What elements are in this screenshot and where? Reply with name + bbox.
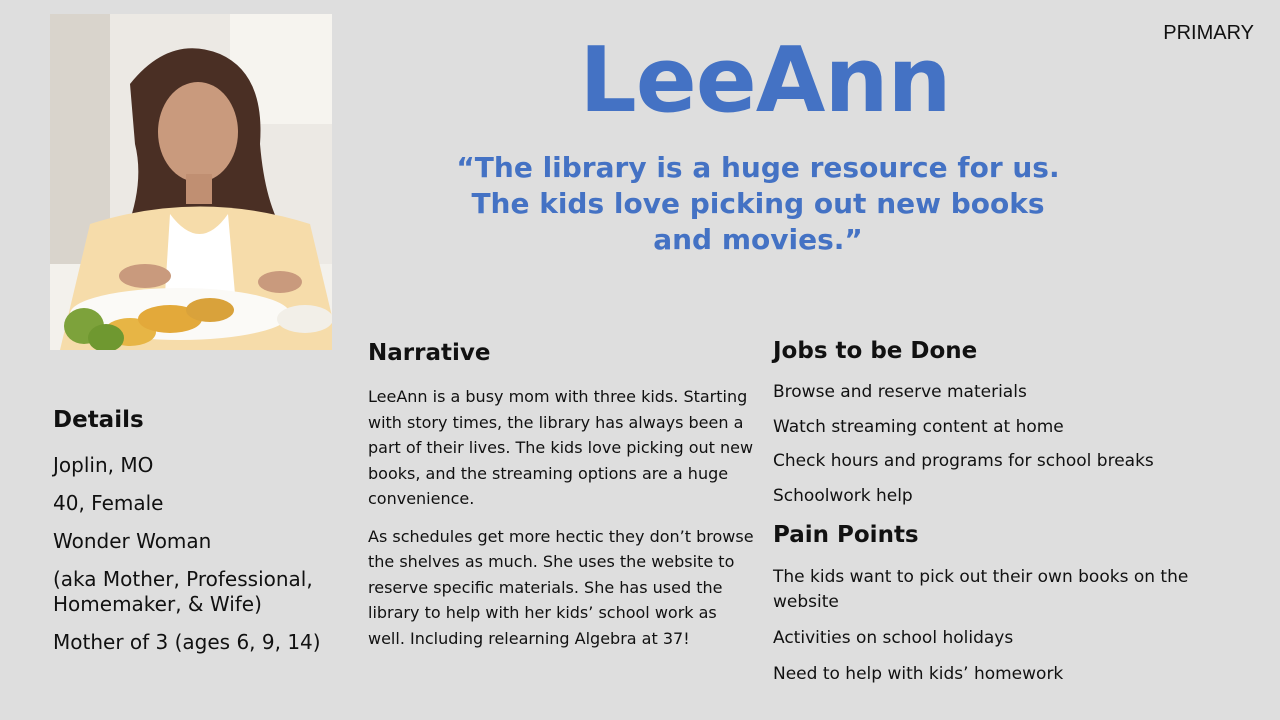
narrative-paragraph: LeeAnn is a busy mom with three kids. Starting with story times, the library has always been a part of their lives. The kids love picking out new books, and the streaming options are a huge convenience.	[368, 387, 754, 508]
pain-points-list	[773, 565, 1233, 698]
pain-points-item: Activities on school holidays	[773, 628, 1014, 648]
jobs-item: Watch streaming content at home	[773, 416, 1064, 437]
details-heading: Details	[53, 407, 144, 433]
jobs-item: Check hours and programs for school breaks	[773, 451, 1154, 471]
details-role-aka: (aka Mother, Professional, Homemaker, & Wife)	[53, 567, 313, 616]
narrative-body	[368, 384, 756, 663]
persona-quote: “The library is a huge resource for us. The kids love picking out new books and movies.”	[456, 151, 1060, 256]
jobs-list	[773, 380, 1243, 518]
narrative-heading: Narrative	[368, 340, 491, 366]
details-age-gender: 40, Female	[53, 491, 164, 515]
narrative-paragraph: As schedules get more hectic they don’t browse the shelves as much. She uses the website to reserve specific materials. She has used the library to help with her kids’ school work as well. Including relearning Algebra at 37!	[368, 526, 754, 648]
pain-points-heading: Pain Points	[773, 522, 919, 548]
details-children: Mother of 3 (ages 6, 9, 14)	[53, 630, 321, 654]
details-location: Joplin, MO	[53, 453, 154, 477]
persona-tier-tag: PRIMARY	[1163, 22, 1254, 44]
details-list	[53, 453, 358, 668]
pain-points-item: The kids want to pick out their own books on the website	[773, 567, 1189, 612]
details-role: Wonder Woman	[53, 529, 212, 553]
jobs-heading: Jobs to be Done	[773, 338, 978, 364]
persona-name: LeeAnn	[579, 28, 951, 133]
jobs-item: Schoolwork help	[773, 485, 913, 506]
jobs-item: Browse and reserve materials	[773, 382, 1027, 402]
pain-points-item: Need to help with kids’ homework	[773, 664, 1064, 684]
